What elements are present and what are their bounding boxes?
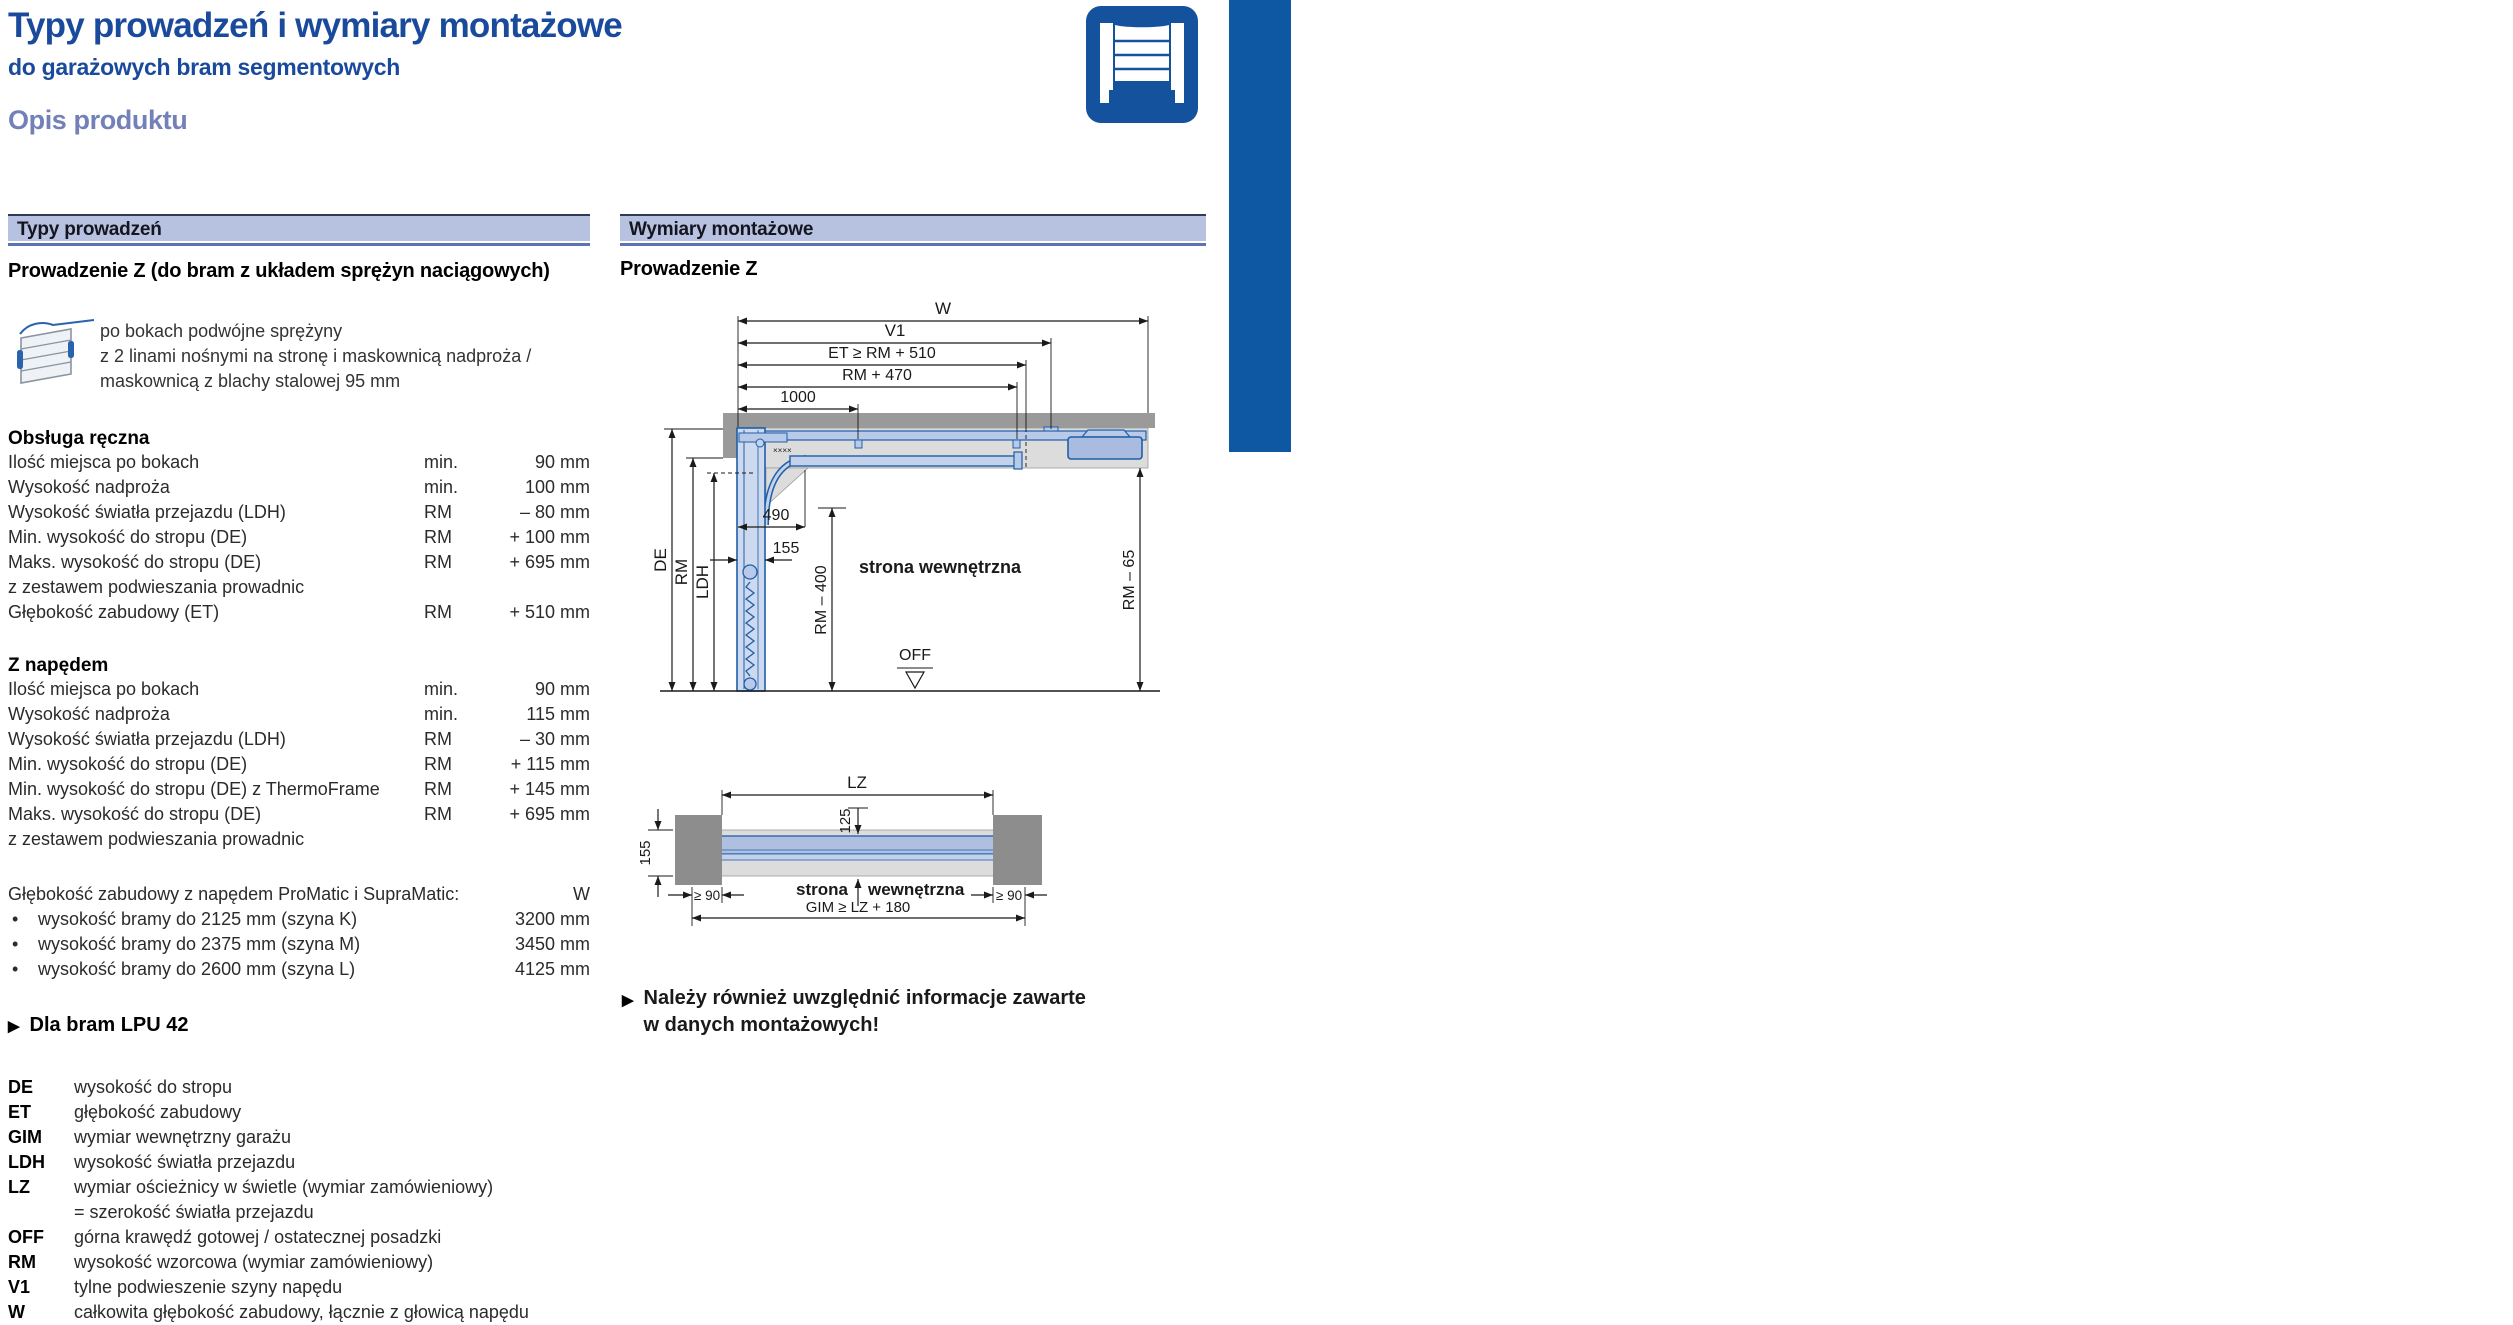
legend-def: tylne podwieszenie szyny napędu: [74, 1277, 343, 1297]
lead-row: [8, 317, 590, 402]
table-note: z zestawem podwieszania prowadnic: [8, 577, 305, 597]
triangle-bullet-icon: ▶: [622, 992, 634, 1009]
dim-label-490: 490: [762, 507, 790, 524]
row-ref: RM: [424, 779, 452, 799]
legend-row: [8, 1225, 590, 1250]
row-ref: RM: [424, 602, 452, 622]
dim-label-rm: RM: [672, 558, 691, 586]
depth-row: [8, 907, 590, 932]
legend-row: [8, 1275, 590, 1300]
depth-intro-row: [8, 882, 590, 907]
row-label: Min. wysokość do stropu (DE) z ThermoFrame: [8, 779, 380, 799]
legend-row: [8, 1175, 590, 1200]
dim-label-rm470: RM + 470: [842, 367, 912, 384]
lead-text: [100, 317, 531, 402]
inner-side-label: strona wewnętrzna: [858, 557, 1022, 577]
row-ref: min.: [424, 477, 459, 497]
powered-table-title: Z napędem: [8, 655, 109, 676]
row-value: + 695 mm: [509, 552, 590, 572]
legend-def: wysokość światła przejazdu: [74, 1152, 296, 1172]
title-block: [8, 8, 1008, 136]
side-tab-line1: Bramy segmentowe: [2470, 275, 2489, 436]
legend: [8, 1075, 590, 1325]
legend-def: górna krawędź gotowej / ostatecznej posadzki: [74, 1227, 442, 1247]
table-row: [8, 475, 590, 500]
row-label: Min. wysokość do stropu (DE): [8, 754, 248, 774]
dim-label-1000: 1000: [780, 389, 816, 406]
row-ref: RM: [424, 729, 452, 749]
right-section-header: Wymiary montażowe: [620, 214, 1206, 241]
legend-row: [8, 1300, 590, 1325]
legend-row: [8, 1125, 590, 1150]
legend-def: wysokość wzorcowa (wymiar zamówieniowy): [74, 1252, 434, 1272]
dim-label-155: 155: [772, 540, 800, 557]
table-row: [8, 802, 590, 827]
row-label: Min. wysokość do stropu (DE): [8, 527, 248, 547]
row-label: Ilość miejsca po bokach: [8, 679, 200, 699]
side-tab-text: [2469, 6, 2513, 436]
legend-term: RM: [8, 1252, 36, 1272]
table-row: [8, 600, 590, 625]
row-value: 3450 mm: [514, 934, 590, 954]
row-ref: min.: [424, 679, 459, 699]
depth-row: [8, 957, 590, 982]
note-line1: Należy również uwzględnić informacje zawarte: [643, 987, 1086, 1009]
bullet-icon: •: [12, 934, 19, 954]
row-value: + 510 mm: [509, 602, 590, 622]
row-label: wysokość bramy do 2600 mm (szyna L): [38, 959, 356, 979]
bullet-icon: •: [12, 959, 19, 979]
row-ref: RM: [424, 502, 452, 522]
legend-term: GIM: [8, 1127, 42, 1147]
legend-row: [8, 1150, 590, 1175]
sectional-door-icon: [1086, 6, 1198, 123]
lead-line: maskownicą z blachy stalowej 95 mm: [100, 371, 401, 391]
legend-term: V1: [8, 1277, 31, 1297]
row-label: Głębokość zabudowy (ET): [8, 602, 220, 622]
row-value: + 695 mm: [509, 804, 590, 824]
legend-row: [8, 1100, 590, 1125]
legend-term: LDH: [8, 1152, 45, 1172]
depth-intro-value: W: [573, 884, 590, 904]
dim-label-w: W: [934, 299, 952, 318]
row-label: Wysokość nadproża: [8, 477, 170, 497]
diagram-title: Prowadzenie Z: [620, 258, 758, 280]
row-ref: RM: [424, 527, 452, 547]
page-subtitle: do garażowych bram segmentowych: [8, 53, 401, 80]
page-section-title: Opis produktu: [8, 104, 188, 135]
right-column: [620, 214, 1206, 281]
dimension-labels: [651, 299, 1138, 664]
inner-side-label-2: wewnętrzna: [868, 880, 965, 899]
row-value: 3200 mm: [514, 909, 590, 929]
legend-term: OFF: [8, 1227, 44, 1247]
lead-title: Prowadzenie Z (do bram z układem sprężyn naciągowych): [8, 260, 550, 282]
row-label: wysokość bramy do 2125 mm (szyna K): [38, 909, 358, 929]
row-value: + 100 mm: [509, 527, 590, 547]
row-label: Ilość miejsca po bokach: [8, 452, 200, 472]
dim-label-rm400: RM – 400: [813, 565, 830, 635]
table-row: [8, 752, 590, 777]
table-row: [8, 727, 590, 752]
row-label: Wysokość światła przejazdu (LDH): [8, 729, 286, 749]
triangle-bullet-icon: ▶: [8, 1018, 20, 1035]
bullet-icon: •: [12, 909, 19, 929]
depth-intro: Głębokość zabudowy z napędem ProMatic i SupraMatic:: [8, 884, 460, 904]
table-row: [8, 500, 590, 525]
legend-def: wymiar wewnętrzny garażu: [74, 1127, 292, 1147]
table-row: [8, 702, 590, 727]
lead-line: z 2 linami nośnymi na stronę i maskownicą nadproża /: [100, 346, 532, 366]
row-ref: RM: [424, 804, 452, 824]
legend-row: [8, 1075, 590, 1100]
dim-label-rm65: RM – 65: [1121, 549, 1138, 611]
row-label: Maks. wysokość do stropu (DE): [8, 552, 262, 572]
legend-def: wysokość do stropu: [74, 1077, 233, 1097]
legend-term: DE: [8, 1077, 34, 1097]
dim-label-off: OFF: [899, 647, 931, 664]
row-value: + 115 mm: [510, 754, 590, 774]
dim-label-de: DE: [651, 548, 670, 572]
row-value: 100 mm: [524, 477, 590, 497]
legend-term: LZ: [8, 1177, 30, 1197]
row-value: 115 mm: [526, 704, 590, 724]
dim-label-ge90-right: ≥ 90: [995, 888, 1023, 903]
legend-term: W: [8, 1302, 25, 1322]
page-title: Typy prowadzeń i wymiary montażowe: [8, 6, 622, 45]
dim-label-155-plan: 155: [637, 840, 654, 866]
row-label: wysokość bramy do 2375 mm (szyna M): [38, 934, 361, 954]
table-row: [8, 777, 590, 802]
side-tab-line2: Grubość konstrukcji 42 mm: [2492, 212, 2511, 436]
row-ref: RM: [424, 754, 452, 774]
lead-line: po bokach podwójne sprężyny: [100, 321, 343, 341]
row-label: Wysokość nadproża: [8, 704, 170, 724]
row-ref: min.: [424, 704, 459, 724]
right-section-rule: [620, 243, 1206, 246]
table-row: [8, 525, 590, 550]
dim-label-ldh: LDH: [693, 564, 712, 600]
row-value: 90 mm: [534, 679, 590, 699]
dim-label-ge90-left: ≥ 90: [693, 888, 721, 903]
lpu-note-row: [8, 1014, 590, 1037]
left-column: [8, 214, 590, 1325]
inner-side-label-1: strona: [796, 880, 848, 899]
lead-door-icon: [8, 317, 100, 402]
row-ref: RM: [424, 552, 452, 572]
row-ref: min.: [424, 452, 459, 472]
dim-label-et: ET ≥ RM + 510: [828, 345, 936, 362]
row-value: 4125 mm: [514, 959, 590, 979]
left-section-header: Typy prowadzeń: [8, 214, 590, 241]
svg-text:××××: ××××: [773, 446, 792, 455]
legend-def: wymiar ościeżnicy w świetle (wymiar zamówieniowy): [74, 1177, 494, 1197]
row-label: Maks. wysokość do stropu (DE): [8, 804, 262, 824]
note-text: [644, 985, 1086, 1039]
installation-diagram-plan: [638, 770, 1068, 942]
table-row: [8, 550, 590, 575]
note-line2: w danych montażowych!: [643, 1014, 880, 1036]
legend-def: całkowita głębokość zabudowy, łącznie z głowicą napędu: [74, 1302, 529, 1322]
left-section-rule: [8, 243, 590, 246]
row-value: 90 mm: [534, 452, 590, 472]
lpu-note: Dla bram LPU 42: [29, 1014, 189, 1036]
row-value: – 30 mm: [519, 729, 590, 749]
legend-term: ET: [8, 1102, 32, 1122]
legend-def: głębokość zabudowy: [74, 1102, 242, 1122]
dim-label-125: 125: [837, 808, 854, 834]
installation-diagram-side: [645, 298, 1210, 698]
row-value: + 145 mm: [509, 779, 590, 799]
dim-label-gim: GIM ≥ LZ + 180: [805, 899, 911, 916]
table-row: [8, 450, 590, 475]
dim-label-v1: V1: [884, 321, 906, 340]
depth-row: [8, 932, 590, 957]
legend-row: [8, 1250, 590, 1275]
row-value: – 80 mm: [519, 502, 590, 522]
dim-label-lz: LZ: [847, 773, 867, 792]
row-label: Wysokość światła przejazdu (LDH): [8, 502, 286, 522]
manual-table-title: Obsługa ręczna: [8, 428, 150, 449]
table-row: [8, 677, 590, 702]
table-note: z zestawem podwieszania prowadnic: [8, 829, 305, 849]
side-tab: [1229, 0, 2511, 452]
installation-data-note: [622, 985, 1086, 1039]
legend-def-continuation: = szerokość światła przejazdu: [74, 1202, 314, 1222]
